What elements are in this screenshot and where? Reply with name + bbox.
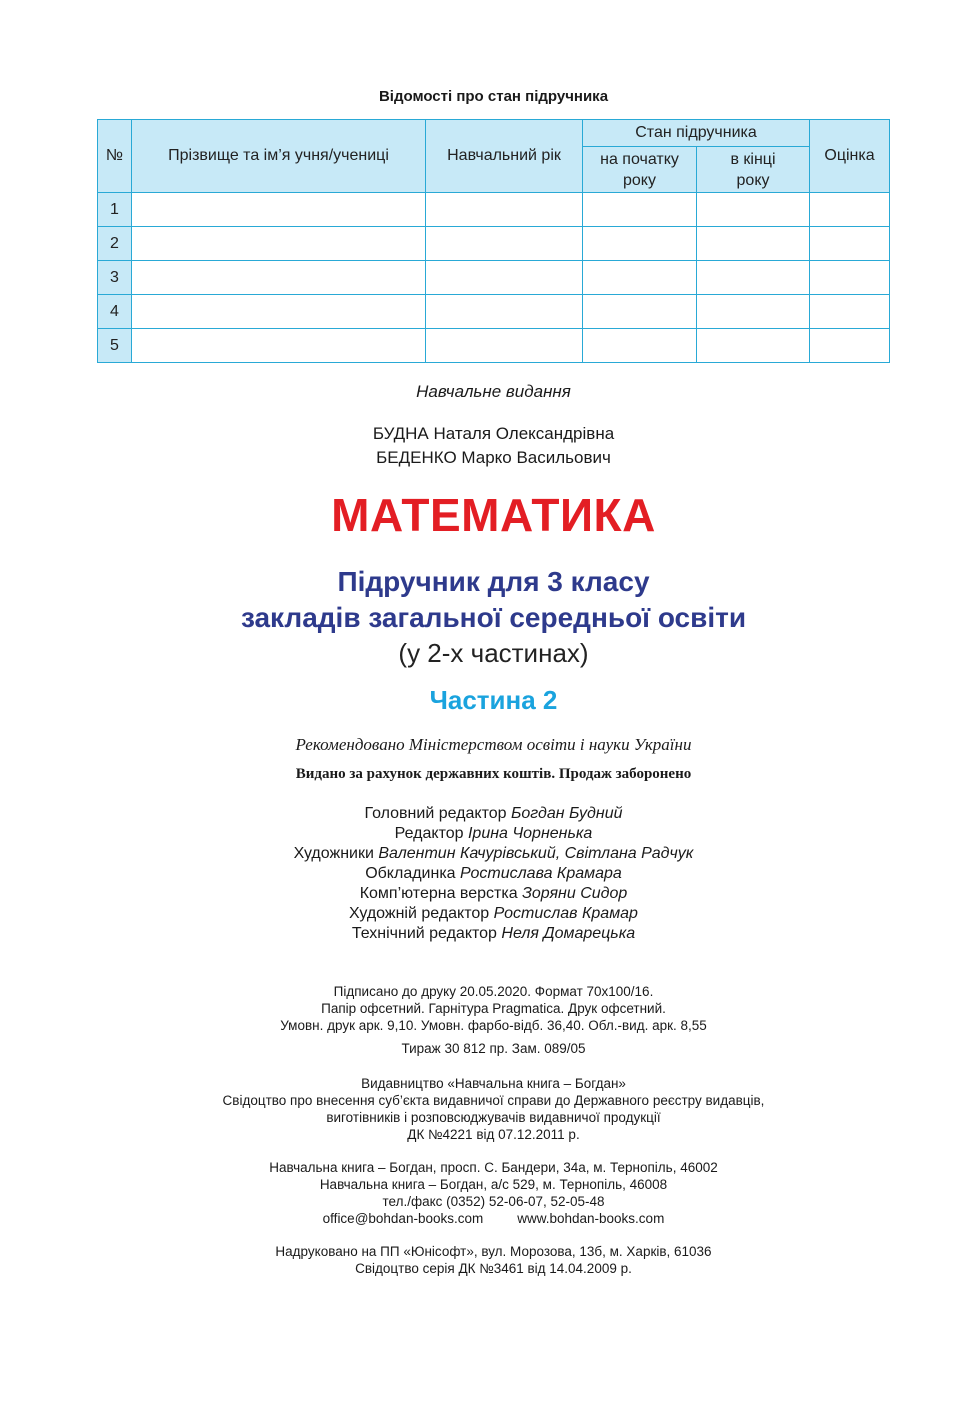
table-row [98,261,890,295]
school-year-cell [426,261,583,295]
end-state-cell [697,329,810,363]
book-part: Частина 2 [429,685,558,715]
circulation-info: Тираж 30 812 пр. Зам. 089/05 [401,1041,586,1056]
author-name: БЕДЕНКО Марко Васильович [376,448,611,467]
credit-line: Художники Валентин Качурівський, Світлана Радчук [293,845,694,862]
book-subtitle: Підручник для 3 класу [337,566,650,597]
student-name-cell [132,227,426,261]
start-state-cell [583,193,697,227]
credit-line: Редактор Ірина Чорненька [394,825,593,842]
book-title: МАТЕМАТИКА [331,489,656,541]
school-year-cell [426,295,583,329]
state-funded-notice: Видано за рахунок державних коштів. Продаж заборонено [295,766,692,782]
end-state-cell [697,193,810,227]
start-state-cell [583,295,697,329]
student-name-cell [132,261,426,295]
publisher-info: Видавництво «Навчальна книга – Богдан» Свідоцтво про внесення суб’єкта видавничої справи до Державного реєстру видавців, виготівників і розповсюджувачів видавничої продукції ДК №4221 від 07.12.2011 р. [222,1076,765,1142]
start-state-cell [583,261,697,295]
credit-line: Головний редактор Богдан Будний [364,805,623,822]
row-number: 1 [98,193,132,227]
col-header-student-name: Прізвище та ім’я учня/учениці [132,120,426,193]
book-subtitle-parts: (у 2-х частинах) [398,638,589,668]
school-year-cell [426,227,583,261]
row-number: 3 [98,261,132,295]
table-title: Відомості про стан підручника [378,88,609,105]
row-number: 2 [98,227,132,261]
website-text: www.bohdan-books.com [517,1211,665,1226]
grade-cell [810,261,890,295]
credit-line: Художній редактор Ростислав Крамар [349,905,638,922]
col-header-grade: Оцінка [810,120,890,193]
table-row [98,329,890,363]
school-year-cell [426,329,583,363]
grade-cell [810,295,890,329]
edition-type: Навчальне видання [416,382,571,401]
row-number: 5 [98,329,132,363]
end-state-cell [697,261,810,295]
col-header-textbook-state: Стан підручника [583,120,810,147]
col-header-school-year: Навчальний рік [426,120,583,193]
student-name-cell [132,193,426,227]
col-header-start-of-year: на початку року [583,147,697,193]
textbook-status-table [97,119,890,363]
end-state-cell [697,227,810,261]
school-year-cell [426,193,583,227]
print-info: Підписано до друку 20.05.2020. Формат 70x100/16. Папір офсетний. Гарнітура Pragmatica. Друк офсетний. Умовн. друк арк. 9,10. Умовн. фарбо-відб. 36,40. Обл.-вид. арк. 8,55 [280,984,707,1033]
grade-cell [810,329,890,363]
start-state-cell [583,227,697,261]
ministry-recommendation: Рекомендовано Міністерством освіти і науки України [295,735,692,754]
student-name-cell [132,329,426,363]
row-number: 4 [98,295,132,329]
printer-info: Надруковано на ПП «Юнісофт», вул. Морозова, 13б, м. Харків, 61036 Свідоцтво серія ДК №3461 від 14.04.2009 р. [275,1244,712,1276]
col-header-number: № [98,120,132,193]
student-name-cell [132,295,426,329]
book-subtitle: закладів загальної середньої освіти [240,602,747,633]
grade-cell [810,193,890,227]
end-state-cell [697,295,810,329]
table-row [98,227,890,261]
publisher-contacts: Навчальна книга – Богдан, просп. С. Бандери, 34а, м. Тернопіль, 46002 Навчальна книга – Богдан, а/с 529, м. Тернопіль, 46008 тел./факс (0352) 52-06-07, 52-05-48 office@bohdan-books.com www.bohdan-books.com [269,1160,718,1226]
credit-line: Технічний редактор Неля Домарецька [351,925,636,942]
col-header-end-of-year: в кінці року [697,147,810,193]
credit-line: Комп’ютерна верстка Зоряни Сидор [359,885,628,902]
email-text: office@bohdan-books.com [322,1211,484,1226]
start-state-cell [583,329,697,363]
credit-line: Обкладинка Ростислава Крамара [365,865,622,882]
editorial-credits [0,804,963,944]
author-name: БУДНА Наталя Олександрівна [372,424,615,443]
grade-cell [810,227,890,261]
table-row [98,193,890,227]
table-row [98,295,890,329]
